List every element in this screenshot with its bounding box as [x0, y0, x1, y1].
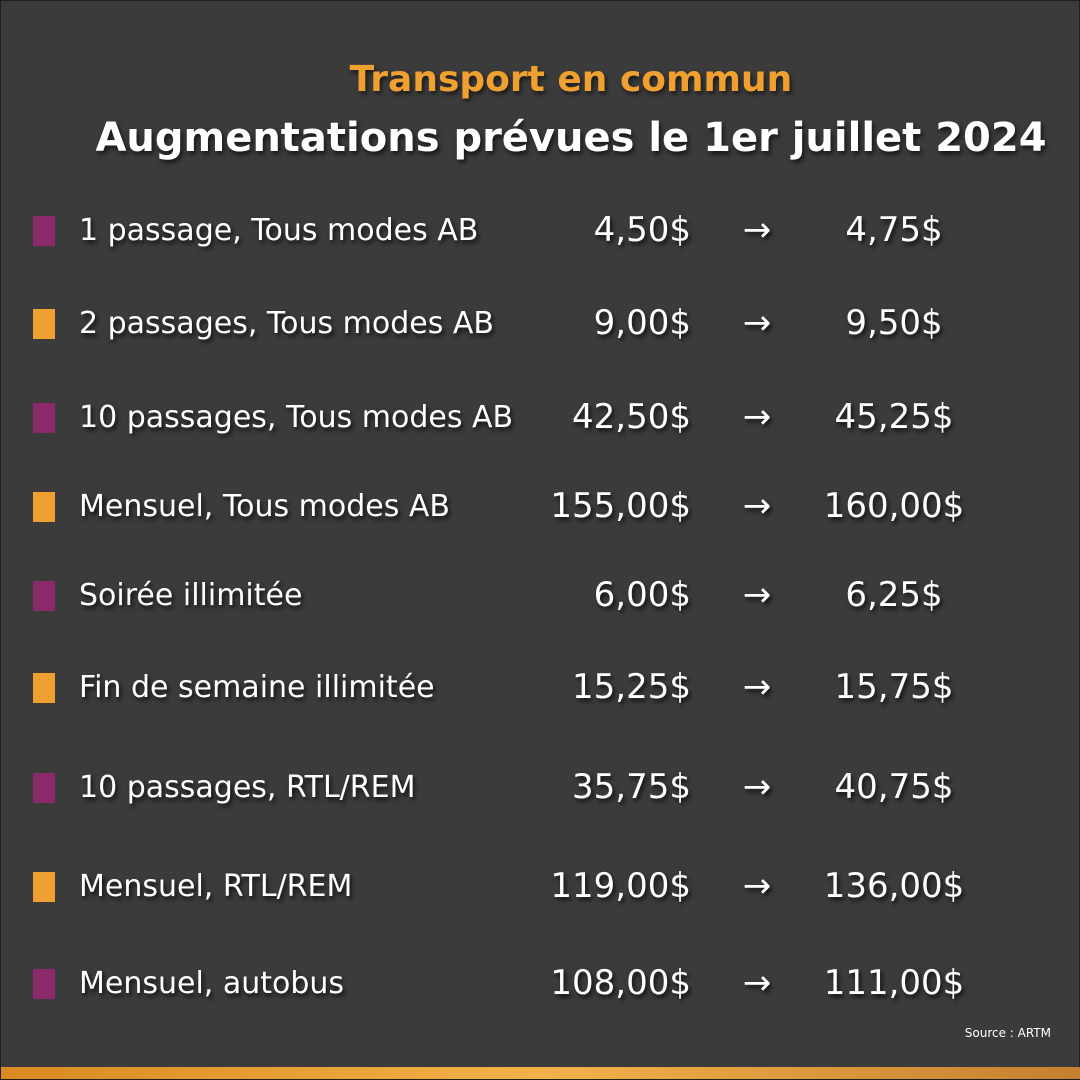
old-price: 155,00$	[550, 486, 691, 526]
new-price: 45,25$	[834, 397, 954, 437]
fare-row-2	[1, 391, 1080, 441]
old-price: 4,50$	[593, 210, 691, 250]
new-price: 4,75$	[845, 210, 943, 250]
fare-row-5	[1, 661, 1080, 711]
new-price: 40,75$	[834, 767, 954, 807]
fare-label: 1 passage, Tous modes AB	[79, 213, 479, 248]
fare-row-3	[1, 480, 1080, 530]
fare-label: 2 passages, Tous modes AB	[79, 306, 495, 341]
arrow-icon: →	[742, 210, 772, 250]
arrow-icon: →	[742, 397, 772, 437]
fare-label: Soirée illimitée	[79, 578, 303, 613]
marker-square	[33, 581, 55, 611]
fare-row-1	[1, 297, 1080, 347]
old-price: 42,50$	[572, 397, 691, 437]
arrow-icon: →	[742, 486, 772, 526]
arrow-icon: →	[742, 866, 772, 906]
fare-row-7	[1, 860, 1080, 910]
fare-label: Mensuel, autobus	[79, 966, 345, 1001]
marker-square	[33, 492, 55, 522]
marker-square	[33, 872, 55, 902]
source-note: Source : ARTM	[964, 1026, 1051, 1040]
fare-row-0	[1, 204, 1080, 254]
fare-row-8	[1, 957, 1080, 1007]
arrow-icon: →	[742, 303, 772, 343]
new-price: 6,25$	[845, 575, 943, 615]
arrow-icon: →	[742, 767, 772, 807]
bottom-accent-bar	[1, 1067, 1080, 1079]
arrow-icon: →	[742, 667, 772, 707]
marker-square	[33, 673, 55, 703]
new-price: 136,00$	[823, 866, 965, 906]
old-price: 108,00$	[550, 963, 691, 1003]
new-price: 15,75$	[834, 667, 954, 707]
fare-label: 10 passages, RTL/REM	[79, 770, 416, 805]
marker-square	[33, 773, 55, 803]
marker-square	[33, 403, 55, 433]
title: Transport en commun	[349, 59, 793, 100]
new-price: 9,50$	[845, 303, 943, 343]
old-price: 35,75$	[572, 767, 691, 807]
arrow-icon: →	[742, 963, 772, 1003]
fare-row-4	[1, 569, 1080, 619]
marker-square	[33, 309, 55, 339]
marker-square	[33, 216, 55, 246]
fare-label: Fin de semaine illimitée	[79, 670, 435, 705]
arrow-icon: →	[742, 575, 772, 615]
marker-square	[33, 969, 55, 999]
new-price: 111,00$	[823, 963, 965, 1003]
old-price: 15,25$	[572, 667, 691, 707]
fare-label: Mensuel, RTL/REM	[79, 869, 353, 904]
subtitle: Augmentations prévues le 1er juillet 2024	[95, 115, 1047, 161]
fare-label: Mensuel, Tous modes AB	[79, 489, 450, 524]
fare-row-6	[1, 761, 1080, 811]
fare-label: 10 passages, Tous modes AB	[79, 400, 514, 435]
new-price: 160,00$	[823, 486, 965, 526]
old-price: 9,00$	[593, 303, 691, 343]
old-price: 6,00$	[593, 575, 691, 615]
old-price: 119,00$	[550, 866, 691, 906]
